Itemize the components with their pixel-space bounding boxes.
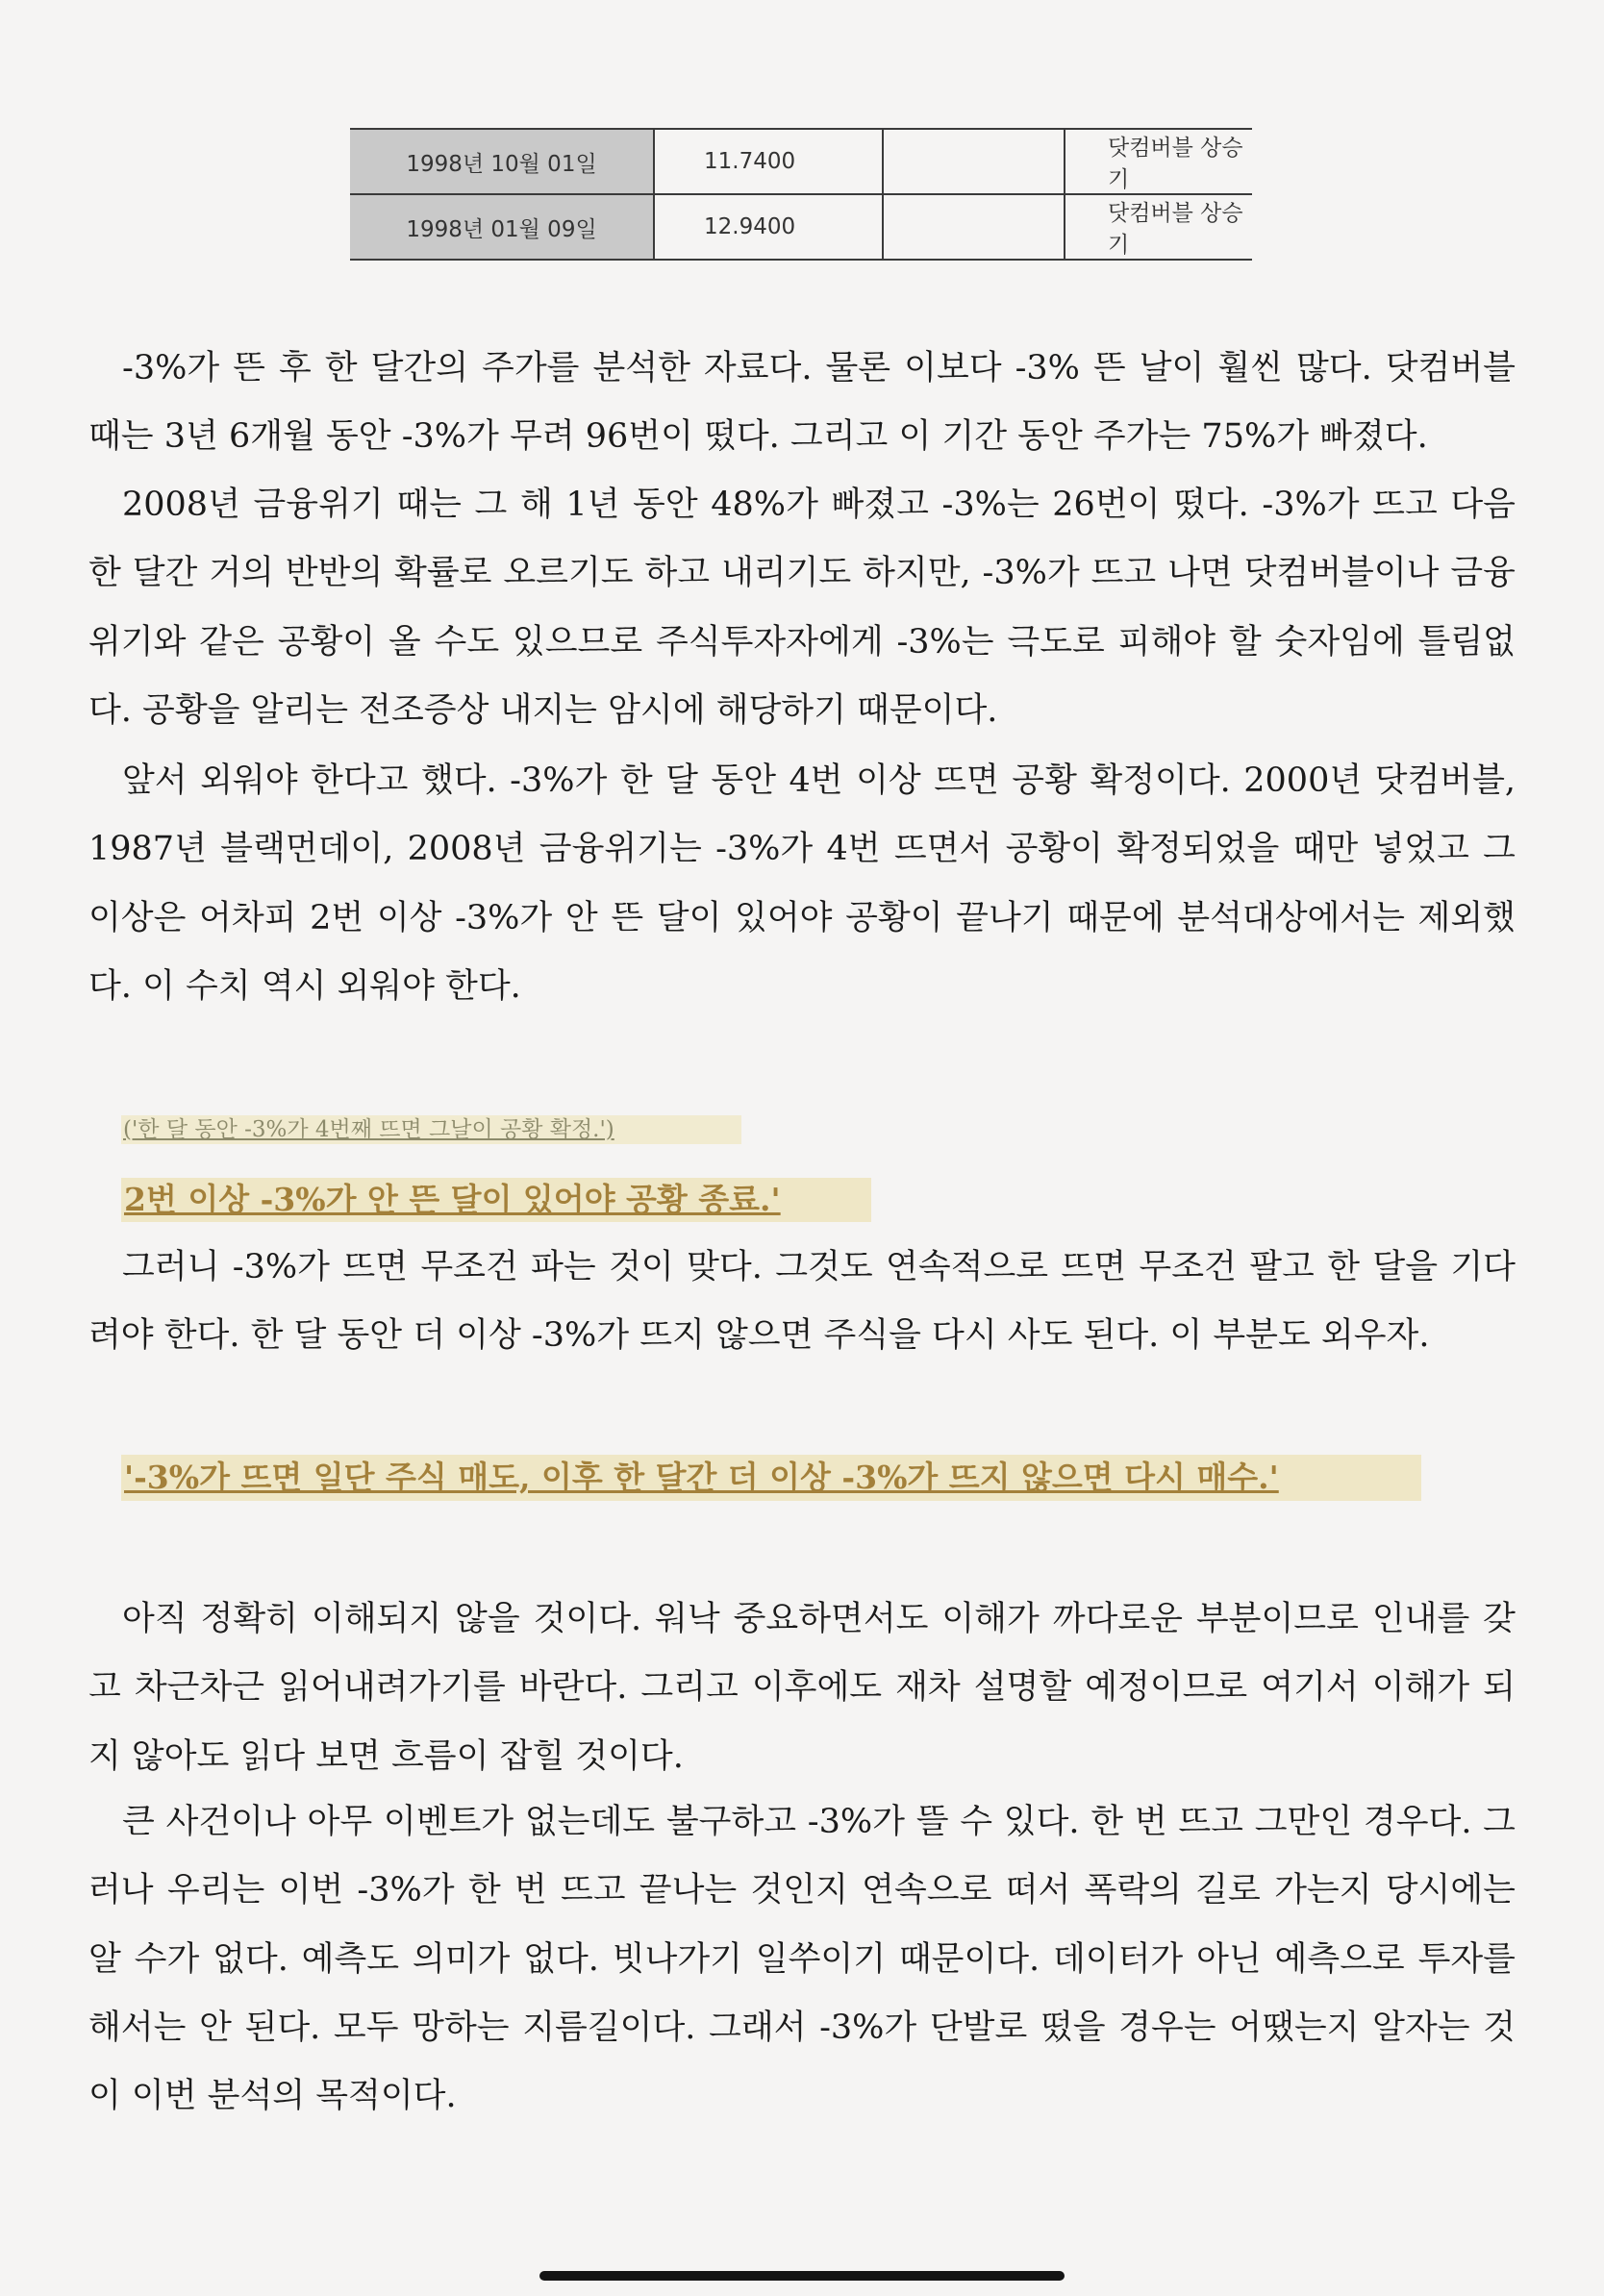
table-cell-empty [883,194,1065,260]
data-table [350,128,1252,261]
paragraph-1: -3%가 뜬 후 한 달간의 주가를 분석한 자료다. 물론 이보다 -3% 뜬 날이 훨씬 많다. 닷컴버블 때는 3년 6개월 동안 -3%가 무려 96번이 떴다. 그리고 이 기간 동안 주가는 75%가 빠졌다. [88,349,1516,457]
table-row [350,194,1252,260]
table-cell-date: 1998년 01월 09일 [350,194,654,260]
table-cell-note: 닷컴버블 상승기 [1065,194,1252,260]
paragraph-5: 아직 정확히 이해되지 않을 것이다. 워낙 중요하면서도 이해가 까다로운 부분이므로 인내를 갖고 차근차근 읽어내려가기를 바란다. 그리고 이후에도 재차 설명할 예정이므로 여기서 이해가 되지 않아도 읽다 보면 흐름이 잡힐 것이다. [88,1600,1516,1776]
table-cell-date: 1998년 10월 01일 [350,129,654,194]
paragraph-6: 큰 사건이나 아무 이벤트가 없는데도 불구하고 -3%가 뜰 수 있다. 한 번 뜨고 그만인 경우다. 그러나 우리는 이번 -3%가 한 번 뜨고 끝나는 것인지 연속으로 떠서 폭락의 길로 가는지 당시에는 알 수가 없다. 예측도 의미가 없다. 빗나가기 일쑤이기 때문이다. 데이터가 아닌 예측으로 투자를 해서는 안 된다. 모두 망하는 지름길이다. 그래서 -3%가 단발로 떴을 경우는 어땠는지 알자는 것이 이번 분석의 목적이다. [88,1803,1516,2116]
highlighted-quote-3[interactable]: '-3%가 뜨면 일단 주식 매도, 이후 한 달간 더 이상 -3%가 뜨지 않으면 다시 매수.' [121,1455,1421,1501]
paragraph-2: 2008년 금융위기 때는 그 해 1년 동안 48%가 빠졌고 -3%는 26번이 떴다. -3%가 뜨고 다음 한 달간 거의 반반의 확률로 오르기도 하고 내리기도 하지만, -3%가 뜨고 나면 닷컴버블이나 금융위기와 같은 공황이 올 수도 있으므로 주식투자자에게 -3%는 극도로 피해야 할 숫자임에 틀림없다. 공황을 알리는 전조증상 내지는 암시에 해당하기 때문이다. [88,486,1516,730]
paragraph-4: 그러니 -3%가 뜨면 무조건 파는 것이 맞다. 그것도 연속적으로 뜨면 무조건 팔고 한 달을 기다려야 한다. 한 달 동안 더 이상 -3%가 뜨지 않으면 주식을 다시 사도 된다. 이 부분도 외우자. [88,1248,1516,1356]
table-row [350,129,1252,194]
highlighted-quote-2[interactable]: 2번 이상 -3%가 안 뜬 달이 있어야 공황 종료.' [121,1178,871,1222]
table-cell-value: 11.7400 [654,129,883,194]
table-cell-note: 닷컴버블 상승기 [1065,129,1252,194]
paragraph-3: 앞서 외워야 한다고 했다. -3%가 한 달 동안 4번 이상 뜨면 공황 확정이다. 2000년 닷컴버블, 1987년 블랙먼데이, 2008년 금융위기는 -3%가 4번 뜨면서 공황이 확정되었을 때만 넣었고 그 이상은 어차피 2번 이상 -3%가 안 뜬 달이 있어야 공황이 끝나기 때문에 분석대상에서는 제외했다. 이 수치 역시 외워야 한다. [88,761,1516,1006]
table-cell-empty [883,129,1065,194]
highlighted-quote-1[interactable]: ('한 달 동안 -3%가 4번째 뜨면 그날이 공황 확정.') [121,1115,741,1144]
table-cell-value: 12.9400 [654,194,883,260]
home-indicator[interactable] [539,2271,1065,2281]
